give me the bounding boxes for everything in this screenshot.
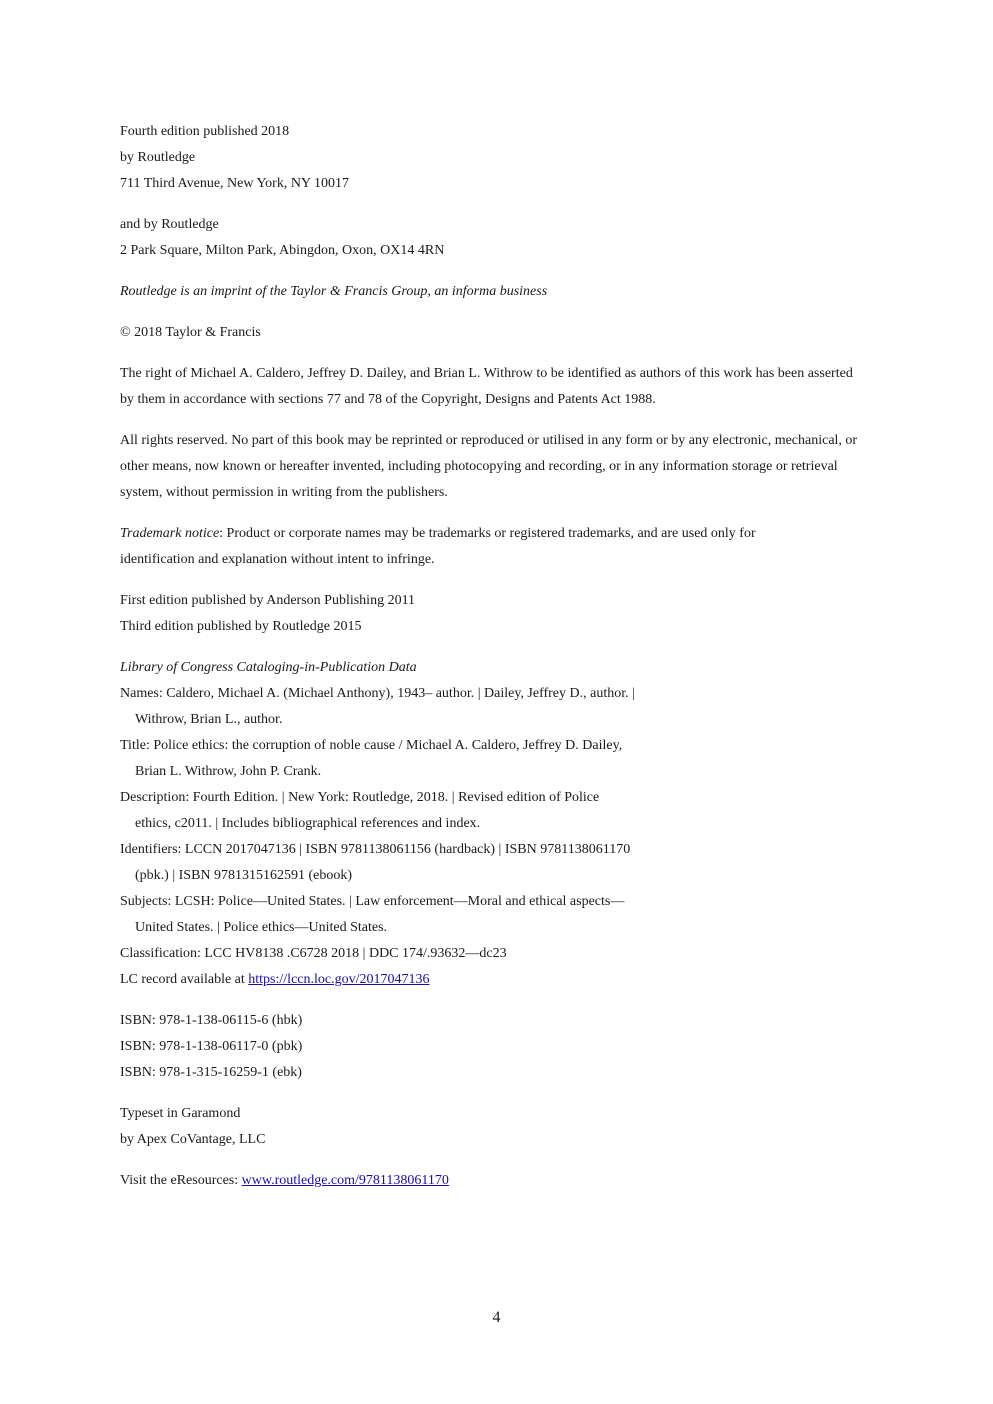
typeset-block [120, 1101, 880, 1153]
eresources-block [120, 1168, 880, 1194]
and-by-line: and by Routledge [120, 217, 219, 232]
lc-record-link[interactable]: https://lccn.loc.gov/2017047136 [248, 972, 430, 987]
cip-description-cont: ethics, c2011. | Includes bibliographical references and index. [135, 816, 481, 831]
cip-description: Description: Fourth Edition. | New York: Routledge, 2018. | Revised edition of Police [120, 790, 600, 805]
first-edition-line: First edition published by Anderson Publishing 2011 [120, 593, 416, 608]
edition-history [120, 588, 880, 640]
lc-record-line [120, 967, 880, 993]
isbn-block [120, 1008, 880, 1086]
address-uk: 2 Park Square, Milton Park, Abingdon, Oxon, OX14 4RN [120, 243, 445, 258]
edition-line: Fourth edition published 2018 [120, 124, 290, 139]
imprint-block [120, 279, 880, 305]
eresources-line [120, 1168, 880, 1194]
eresources-prefix: Visit the eResources: [120, 1173, 242, 1188]
trademark-text: : Product or corporate names may be trademarks or registered trademarks, and are used only for identification and explanation without intent to infringe. [120, 526, 756, 567]
publisher-uk-block [120, 212, 880, 264]
cip-subjects: Subjects: LCSH: Police—United States. | Law enforcement—Moral and ethical aspects— [120, 894, 625, 909]
cip-heading: Library of Congress Cataloging-in-Publication Data [120, 660, 417, 675]
isbn-pbk: ISBN: 978-1-138-06117-0 (pbk) [120, 1039, 303, 1054]
cip-title-cont: Brian L. Withrow, John P. Crank. [135, 764, 322, 779]
typeset-by: by Apex CoVantage, LLC [120, 1132, 266, 1147]
page-number: 4 [492, 1309, 501, 1326]
rights-reserved-paragraph: All rights reserved. No part of this book may be reprinted or reproduced or utilised in any form or by any electronic, mechanical, or other means, now known or hereafter invented, including photocopying and recording, or in any information storage or retrieval system, without permission in writing from the publishers. [120, 433, 858, 500]
cip-classification: Classification: LCC HV8138 .C6728 2018 | DDC 174/.93632—dc23 [120, 946, 507, 961]
cip-names: Names: Caldero, Michael A. (Michael Anthony), 1943– author. | Dailey, Jeffrey D., author. | [120, 686, 635, 701]
cip-names-cont: Withrow, Brian L., author. [135, 712, 283, 727]
cip-identifiers: Identifiers: LCCN 2017047136 | ISBN 9781138061156 (hardback) | ISBN 9781138061170 [120, 842, 631, 857]
publisher-line: by Routledge [120, 150, 196, 165]
cip-identifiers-cont: (pbk.) | ISBN 9781315162591 (ebook) [135, 868, 353, 883]
isbn-hbk: ISBN: 978-1-138-06115-6 (hbk) [120, 1013, 303, 1028]
trademark-label: Trademark notice [120, 526, 220, 541]
typeset-font: Typeset in Garamond [120, 1106, 241, 1121]
third-edition-line: Third edition published by Routledge 2015 [120, 619, 362, 634]
copyright-line: © 2018 Taylor & Francis [120, 325, 261, 340]
moral-rights-paragraph: The right of Michael A. Caldero, Jeffrey D. Dailey, and Brian L. Withrow to be identified as authors of this work has been asserted by them in accordance with sections 77 and 78 of the Copyright, Designs and Patents Act 1988. [120, 366, 853, 407]
cip-subjects-cont: United States. | Police ethics—United States. [135, 920, 388, 935]
isbn-ebk: ISBN: 978-1-315-16259-1 (ebk) [120, 1065, 302, 1080]
address-us: 711 Third Avenue, New York, NY 10017 [120, 176, 350, 191]
cip-data [120, 655, 880, 993]
cip-title: Title: Police ethics: the corruption of noble cause / Michael A. Caldero, Jeffrey D. Dailey, [120, 738, 623, 753]
eresources-link[interactable]: www.routledge.com/9781138061170 [241, 1173, 449, 1188]
imprint-line: Routledge is an imprint of the Taylor & Francis Group, an informa business [120, 284, 548, 299]
trademark-paragraph [120, 521, 810, 573]
copyright-block [120, 320, 880, 346]
lc-record-prefix: LC record available at [120, 972, 249, 987]
publisher-block [120, 119, 880, 197]
copyright-page [120, 119, 880, 1209]
